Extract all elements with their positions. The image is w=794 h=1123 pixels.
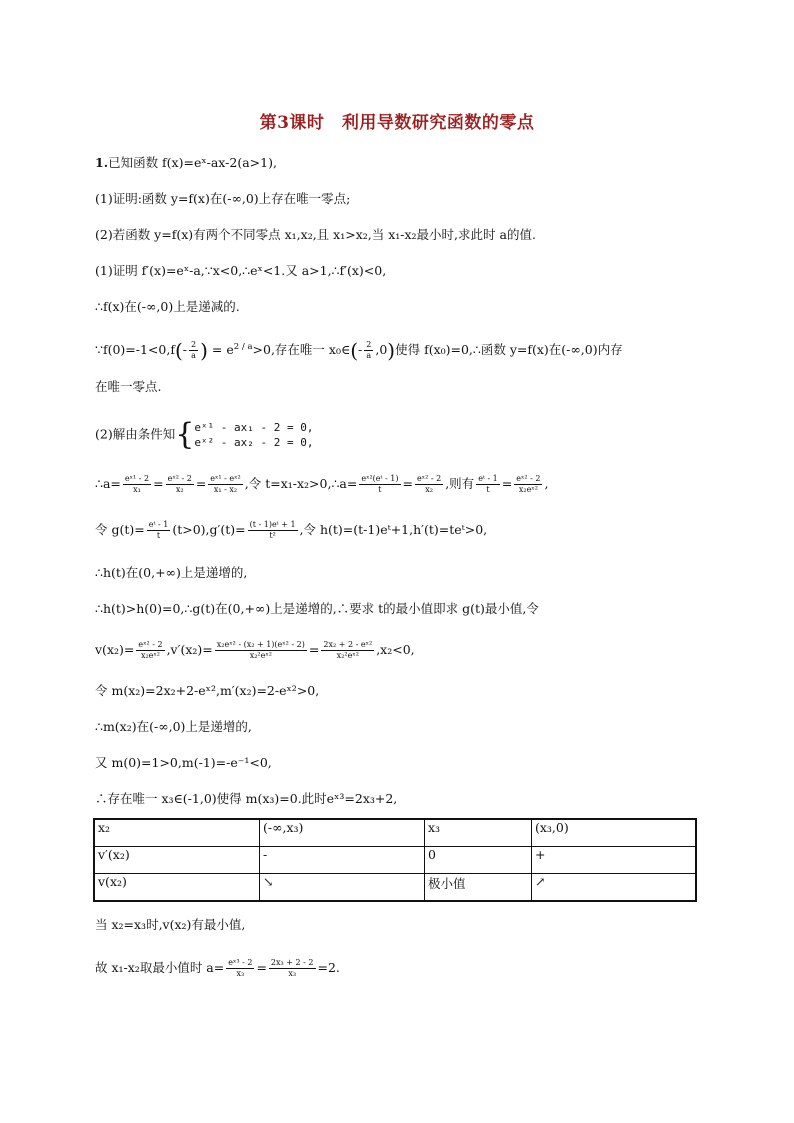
question-1-part-1: (1)证明:函数 y=f(x)在(-∞,0)上存在唯一零点; [95, 191, 351, 206]
fraction-denominator: x₂ [425, 485, 433, 494]
fraction [189, 340, 198, 361]
fraction [166, 474, 194, 495]
fraction [415, 474, 443, 495]
fraction [514, 474, 542, 495]
solution-2-m-definition: 令 m(x₂)=2x₂+2-eˣ²,m′(x₂)=2-eˣ²>0, [95, 683, 320, 698]
fraction-numerator: 2x₃ + 2 - 2 [270, 958, 314, 967]
fraction-denominator: x₃ [236, 969, 245, 978]
table-cell: (x₃,0) [532, 819, 697, 847]
question-number: 1. [95, 155, 109, 170]
text-segment: ,令 h(t)=(t-1)eᵗ+1,h′(t)=teᵗ>0, [299, 522, 488, 537]
solution-2-m-increasing: ∴m(x₂)在(-∞,0)上是递增的, [95, 719, 252, 734]
table-cell: ↗ [532, 874, 697, 902]
fraction-denominator: t [486, 485, 490, 494]
fraction [215, 640, 307, 661]
table-row [94, 847, 696, 874]
fraction-denominator: a [191, 351, 196, 360]
question-1-text: 已知函数 f(x)=eˣ-ax-2(a>1), [108, 155, 277, 170]
text-segment: 使得 f(x₀)=0,∴函数 y=f(x)在(-∞,0)内存 [395, 342, 623, 357]
text-segment: v(x₂)= [95, 642, 135, 657]
fraction [248, 520, 298, 541]
text-segment: >0,存在唯一 x₀∈ [252, 342, 351, 357]
text-segment: = [308, 642, 320, 657]
solution-2-v-definition [95, 640, 704, 661]
fraction [208, 474, 242, 495]
solution-2-final-answer [95, 958, 704, 979]
fraction-numerator: (t - 1)eᵗ + 1 [249, 520, 296, 529]
text-segment: ∵f(0)=-1<0,f [95, 342, 175, 357]
table-cell: 极小值 [425, 874, 532, 902]
text-segment: ∴a= [95, 476, 121, 491]
fraction-numerator: x₂eˣ² - (x₂ + 1)(eˣ² - 2) [216, 640, 305, 649]
text-segment: = [402, 476, 413, 491]
solution-1-line-4: 在唯一零点. [95, 379, 162, 394]
equation-system [194, 420, 313, 450]
solution-2-g-increasing: ∴h(t)>h(0)=0,∴g(t)在(0,+∞)上是递增的,∴要求 t的最小值即求 g(t)最小值,令 [95, 601, 539, 616]
fraction [147, 520, 171, 541]
table-row [94, 819, 696, 847]
fraction-numerator: eˣ¹ - 2 [124, 474, 150, 483]
text-segment: (2)解由条件知 [95, 426, 176, 442]
solution-1-line-1: (1)证明 f′(x)=eˣ-a,∵x<0,∴eˣ<1.又 a>1,∴f′(x)<0, [95, 263, 387, 278]
solution-2-minimum-condition: 当 x₂=x₃时,v(x₂)有最小值, [95, 917, 246, 932]
text-segment: =2. [317, 960, 340, 975]
table-cell: + [532, 847, 697, 874]
text-segment: ,则有 [445, 476, 475, 491]
fraction [226, 958, 254, 979]
fraction-denominator: x₁ - x₂ [213, 485, 238, 494]
fraction [269, 958, 316, 979]
solution-2-a-expression: ∴a= $\frac{\text{eˣ¹ - 2}}{\text{x₁}}$ = $\frac{\text{eˣ² - 2}}{\text{x₂}}$ = $\frac{\text{eˣ¹ - eˣ²}}{\text{x₁ - x₂}}$ ,令 t=x₁-x₂>0,∴a= $\frac{\text{eˣ²(eᵗ - 1)}}{t}$ = $\frac{\text{eˣ² - 2}}{\text{x₂}}$ ,则有 $\frac{\text{eᵗ - 1}}{t}$ = $\frac{\text{eˣ² - 2}}{\text{x₂eˣ²}}$ , [95, 474, 549, 494]
fraction-numerator: eᵗ - 1 [148, 520, 169, 529]
fraction [136, 640, 164, 661]
fraction-numerator: eˣ² - 2 [167, 474, 192, 483]
left-brace: { [175, 417, 195, 452]
table-cell: (-∞,x₃) [260, 819, 425, 847]
fraction-denominator: a [366, 351, 372, 360]
table-cell: v(x₂) [94, 874, 260, 902]
fraction-denominator: t² [269, 531, 276, 540]
solution-2-h-increasing: ∴h(t)在(0,+∞)上是递增的, [95, 565, 248, 580]
text-segment: = [256, 960, 267, 975]
table-cell: x₂ [94, 819, 260, 847]
fraction [476, 474, 500, 495]
question-1-part-2: (2)若函数 y=f(x)有两个不同零点 x₁,x₂,且 x₁>x₂,当 x₁-x₂最小时,求此时 a的值. [95, 227, 536, 242]
fraction [321, 640, 374, 661]
fraction-denominator: x₂eˣ² [140, 651, 160, 660]
page-title: 第3课时 利用导数研究函数的零点 [259, 113, 535, 133]
fraction-denominator: x₂²eˣ² [336, 651, 359, 660]
monotonicity-table [93, 818, 697, 902]
table-row [94, 874, 696, 902]
fraction-numerator: 2x₂ + 2 - eˣ² [323, 640, 373, 649]
solution-2-system [95, 417, 704, 452]
left-paren: ( [174, 338, 183, 363]
solution-1-line-2: ∴f(x)在(-∞,0)上是递减的. [95, 299, 240, 314]
fraction-numerator: eᵗ - 1 [478, 474, 498, 483]
fraction-denominator: x₂ [175, 485, 184, 494]
text-segment: ,0 [375, 342, 388, 357]
fraction-numerator: eˣ³ - 2 [228, 958, 253, 967]
table-cell: ↘ [260, 874, 425, 902]
right-paren: ) [200, 338, 208, 363]
text-segment: ,x₂<0, [376, 642, 415, 657]
solution-1-line-3: ∵f(0)=-1<0,f(- $\frac{2}{a}$ ) = $e^{2 / a}>0$,存在唯一 x₀∈(- $\frac{2}{a}$ ,0)使得 f(x₀)=0,∴函数 y=f(x)在(-∞,0)内存 [95, 338, 623, 363]
fraction-denominator: x₃ [288, 969, 297, 978]
text-segment: 故 x₁-x₂取最小值时 a= [95, 960, 225, 975]
fraction-numerator: eˣ¹ - eˣ² [210, 474, 241, 483]
minus-sign: - [182, 342, 188, 357]
text-segment: = e [211, 342, 234, 357]
text-segment: = [501, 476, 513, 491]
fraction-numerator: 2 [366, 340, 372, 349]
equation-1: eˣ¹ - ax₁ - 2 = 0, [194, 421, 314, 434]
fraction-numerator: eˣ² - 2 [138, 640, 163, 649]
fraction-denominator: t [378, 485, 382, 494]
fraction-denominator: t [156, 531, 161, 540]
fraction-denominator: x₁ [133, 485, 141, 494]
solution-2-g-definition [95, 520, 704, 541]
text-segment: 令 g(t)= [95, 522, 145, 537]
table-cell: 0 [425, 847, 532, 874]
fraction-numerator: eˣ²(eᵗ - 1) [361, 474, 399, 483]
exponent: 2 / a [233, 341, 253, 352]
table-cell: v′(x₂) [94, 847, 260, 874]
table-cell: x₃ [425, 819, 532, 847]
fraction-denominator: x₂²eˣ² [249, 651, 272, 660]
table-cell: - [260, 847, 425, 874]
text-segment: ,v′(x₂)= [166, 642, 213, 657]
equation-2: eˣ² - ax₂ - 2 = 0, [194, 436, 314, 449]
fraction [364, 340, 373, 361]
solution-2-x3-existence: ∴存在唯一 x₃∈(-1,0)使得 m(x₃)=0.此时eˣ³=2x₃+2, [95, 791, 398, 806]
solution-2-m-values: 又 m(0)=1>0,m(-1)=-e⁻¹<0, [95, 755, 272, 770]
text-segment: (t>0),g′(t)= [172, 522, 246, 537]
fraction-numerator: eˣ² - 2 [516, 474, 541, 483]
text-segment: ,令 t=x₁-x₂>0,∴a= [244, 476, 358, 491]
fraction [123, 474, 151, 495]
text-segment: = [195, 476, 207, 491]
right-paren: ) [387, 338, 396, 363]
fraction-numerator: 2 [191, 340, 197, 349]
fraction-denominator: x₂eˣ² [518, 485, 538, 494]
fraction-numerator: eˣ² - 2 [416, 474, 442, 483]
left-paren: ( [350, 338, 359, 363]
fraction [359, 474, 400, 495]
question-1-intro [95, 154, 704, 172]
text-segment: = [153, 476, 164, 491]
